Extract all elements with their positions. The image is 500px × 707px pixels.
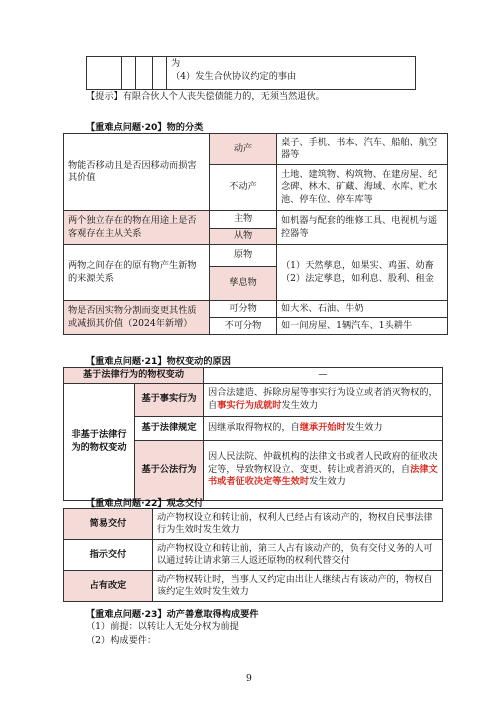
top-table-line2: （4）发生合伙协议约定的事由 <box>171 70 297 82</box>
s21-a-label: 基于事实行为 <box>135 383 204 416</box>
s21-c-post: 发生效力 <box>309 476 346 488</box>
top-table-cell <box>136 57 153 90</box>
s20-r4-a-desc: 如大米、石油、牛奶 <box>277 301 448 318</box>
s20-r3-left: 两物之间存在的原有物产生新物的来源关系 <box>64 245 210 301</box>
section-23-title: 【重难点问题·23】动产善意取得构成要件 <box>86 609 259 620</box>
s21-b-pre: 因继承取得物权的，自 <box>208 421 300 433</box>
s21-a-pre: 自 <box>208 399 218 411</box>
s21-c-label: 基于公法行为 <box>135 440 204 500</box>
top-table-cell <box>153 57 167 90</box>
top-table-cell <box>122 57 136 90</box>
s23-line1: （1）前提：以转让人无处分权为前提 <box>86 621 239 632</box>
top-table-cell <box>87 57 122 90</box>
s21-a-post: 发生效力 <box>281 399 319 411</box>
top-table-line1: 为 <box>171 58 181 69</box>
table-21 <box>63 367 443 501</box>
s20-r2-left: 两个独立存在的物在用途上是否客观存在主从关系 <box>64 211 210 245</box>
s21-a-red: 事实行为成就时 <box>217 399 282 411</box>
s20-r4-a: 可分物 <box>210 301 277 318</box>
s21-b-post: 发生效力 <box>345 421 383 433</box>
table-20 <box>63 133 448 335</box>
s20-r3-desc <box>277 245 448 301</box>
top-table-cell <box>167 57 416 90</box>
s22-r2-desc: 动产物权设立和转让前，第三人占有该动产的，负有交付义务的人可以通过转让请求第三人返还原物的权利代替交付 <box>153 540 443 571</box>
s20-r2-b: 从物 <box>210 229 277 245</box>
s20-r4-b-desc: 如一间房屋、1辆汽车、1头耕牛 <box>277 318 448 335</box>
s22-r3-desc: 动产物权转让时，当事人又约定由出让人继续占有该动产的，物权自该约定生效时发生效力 <box>153 571 443 602</box>
s21-side: 非基于法律行为的物权变动 <box>64 383 135 500</box>
s20-r3-b: 孳息物 <box>210 267 277 301</box>
s21-c-text: 因人民法院、仲裁机构的法律文书或者人民政府的征收决定等，导致物权设立、变更、转让或者消灭的，自 <box>208 451 438 475</box>
s20-r1-b: 不动产 <box>210 165 277 211</box>
section-22-title: 【重难点问题·22】观念交付 <box>86 498 204 509</box>
s21-head-right: — <box>204 368 443 384</box>
s20-r3-desc1: （1）天然孳息，如果实、鸡蛋、幼畜 <box>281 260 434 271</box>
s21-b-label: 基于法律规定 <box>135 416 204 440</box>
s20-r4-left: 物是否因实物分割而变更其性质或减损其价值（2024年新增） <box>64 301 210 335</box>
table-22 <box>63 508 443 602</box>
s23-line2: （2）构成要件： <box>86 635 157 646</box>
s20-r3-a: 原物 <box>210 245 277 267</box>
s20-r1-a: 动产 <box>210 134 277 165</box>
s21-c-red: 法律文书或者征收决定等生效时 <box>208 463 438 488</box>
s21-b-red: 继承开始时 <box>299 421 346 433</box>
s22-r1-label: 简易交付 <box>64 509 153 540</box>
s21-a-desc <box>204 383 443 416</box>
tip-text: 【提示】有限合伙人个人丧失偿债能力的，无须当然退伙。 <box>86 91 325 102</box>
s20-r1-b-desc: 土地、建筑物、构筑物、在建房屋、纪念碑、林木、矿藏、海域、水库、贮水池、停车位、停车库等 <box>277 165 448 211</box>
s21-c-desc <box>204 440 443 500</box>
s22-r3-label: 占有改定 <box>64 571 153 602</box>
top-table <box>86 56 416 90</box>
s20-r1-a-desc: 桌子、手机、书本、汽车、船舶、航空器等 <box>277 134 448 165</box>
s22-r1-desc: 动产物权设立和转让前，权利人已经占有该动产的，物权自民事法律行为生效时发生效力 <box>153 509 443 540</box>
s22-r2-label: 指示交付 <box>64 540 153 571</box>
page-number: 9 <box>246 673 252 684</box>
section-21-title: 【重难点问题·21】物权变动的原因 <box>86 356 231 367</box>
s20-r3-desc2: （2）法定孳息，如利息、股利、租金 <box>281 272 434 284</box>
s20-r2-a-desc: 如机器与配套的维修工具、电视机与遥控器等 <box>277 211 448 245</box>
s21-b-desc <box>204 416 443 440</box>
s20-r2-a: 主物 <box>210 211 277 229</box>
s20-r4-b: 不可分物 <box>210 318 277 335</box>
s21-head-left: 基于法律行为的物权变动 <box>64 368 204 384</box>
section-20-title: 【重难点问题·20】物的分类 <box>86 122 204 133</box>
s21-a-desc1: 因合法建造、拆除房屋等事实行为设立或者消灭物权的， <box>208 387 438 398</box>
s20-r1-left: 物能否移动且是否因移动而损害其价值 <box>64 134 210 211</box>
